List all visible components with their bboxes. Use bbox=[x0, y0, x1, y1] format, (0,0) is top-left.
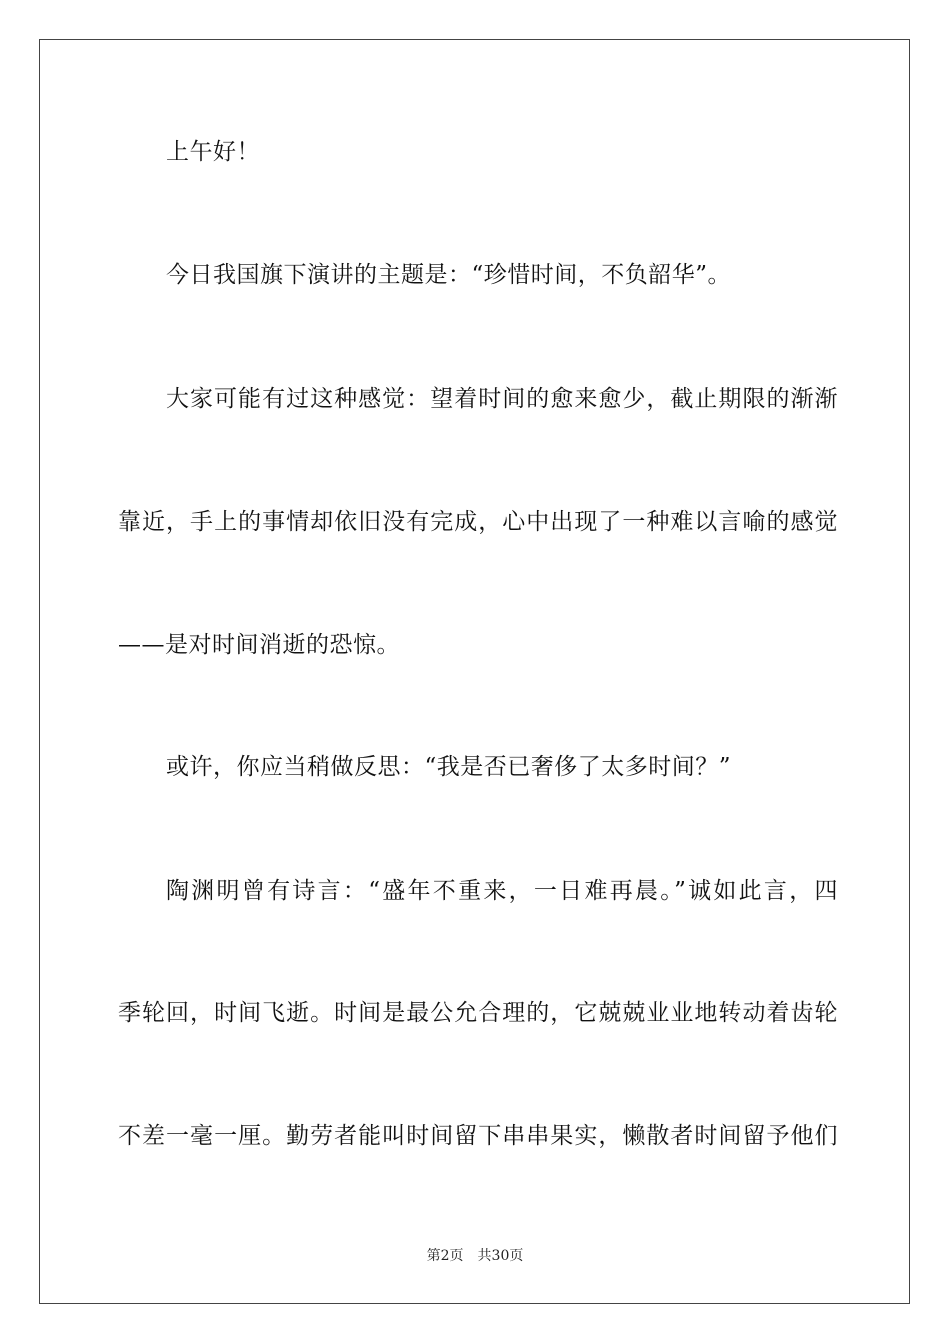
paragraph-line: 大家可能有过这种感觉：望着时间的愈来愈少，截止期限的渐渐 bbox=[166, 386, 838, 412]
greeting-line: 上午好！ bbox=[166, 139, 260, 165]
paragraph-line: 或许，你应当稍做反思：“我是否已奢侈了太多时间？” bbox=[166, 754, 732, 780]
paragraph-line: 靠近，手上的事情却依旧没有完成，心中出现了一种难以言喻的感觉 bbox=[118, 509, 838, 535]
paragraph-line: 季轮回，时间飞逝。时间是最公允合理的，它兢兢业业地转动着齿轮 bbox=[118, 1000, 838, 1026]
page-footer bbox=[0, 1246, 950, 1266]
page-total: 共30页 bbox=[477, 1248, 524, 1264]
paragraph-line: ——是对时间消逝的恐惊。 bbox=[118, 632, 400, 658]
page-number: 第2页 bbox=[426, 1248, 464, 1264]
topic-line: 今日我国旗下演讲的主题是：“珍惜时间，不负韶华”。 bbox=[166, 262, 732, 288]
paragraph-line: 陶渊明曾有诗言：“盛年不重来，一日难再晨。”诚如此言，四 bbox=[166, 878, 838, 904]
paragraph-line: 不差一毫一厘。勤劳者能叫时间留下串串果实，懒散者时间留予他们 bbox=[118, 1123, 838, 1149]
page-border bbox=[39, 39, 910, 1304]
